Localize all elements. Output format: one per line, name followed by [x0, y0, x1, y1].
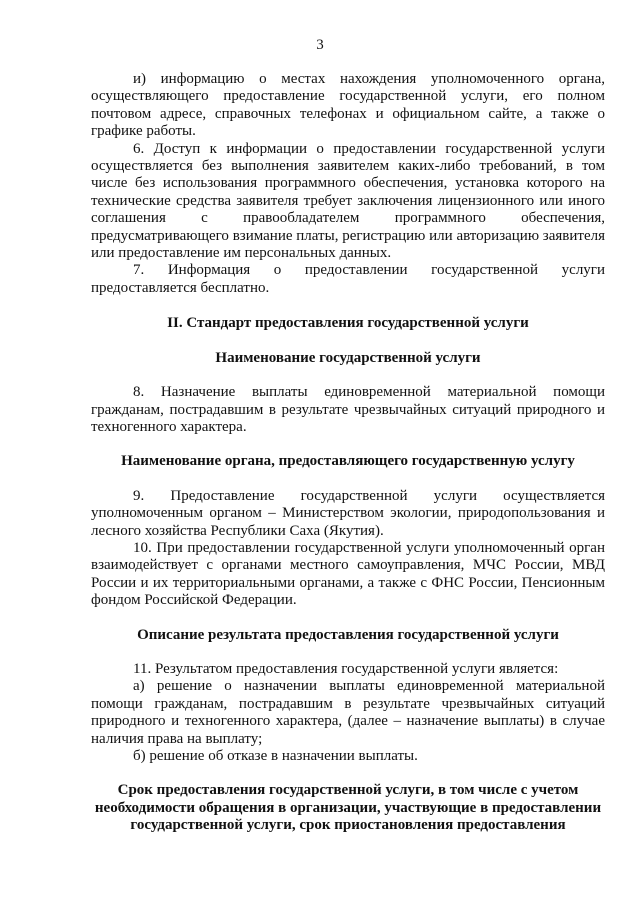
subheading-organ-name: Наименование органа, предоставляющего государственную услугу [121, 453, 575, 470]
paragraph-7: 7. Информация о предоставлении государственной услуги предоставляется бесплатно. [91, 262, 605, 296]
paragraph-11-a: а) решение о назначении выплаты единовременной материальной помощи гражданам, пострадавшим в результате чрезвычайных ситуаций природного и техногенного характера, (далее – назначение выплаты) в случае наличия права на выплату; [91, 678, 605, 747]
subheading-service-name: Наименование государственной услуги [215, 349, 481, 366]
paragraph-item-i: и) информацию о местах нахождения уполномоченного органа, осуществляющего предоставление государственной услуги, его полном почтовом адресе, справочных телефонах и официальном сайте, а также о графике работы. [91, 71, 605, 140]
paragraph-10: 10. При предоставлении государственной услуги уполномоченный орган взаимодействует с органами местного самоуправления, МЧС России, МВД России и их территориальными органами, а также с ФНС России, Пенсионным фондом Российской Федерации. [91, 539, 605, 609]
page-number: 3 [316, 37, 324, 53]
paragraph-8: 8. Назначение выплаты единовременной материальной помощи гражданам, пострадавшим в результате чрезвычайных ситуаций природного и техногенного характера. [91, 384, 605, 435]
paragraph-9: 9. Предоставление государственной услуги осуществляется уполномоченным органом – Министерством экологии, природопользования и лесного хозяйства Республики Саха (Якутия). [91, 487, 605, 539]
paragraph-11-b: б) решение об отказе в назначении выплаты. [133, 748, 418, 764]
subheading-term: Срок предоставления государственной услуги, в том числе с учетом необходимости обращения в организации, участвующие в предоставлении государственной услуги, срок приостановления предоставления [94, 782, 602, 834]
paragraph-11: 11. Результатом предоставления государственной услуги является: [133, 660, 559, 677]
subheading-result-description: Описание результата предоставления государственной услуги [137, 626, 559, 643]
section-heading-standard: II. Стандарт предоставления государственной услуги [167, 315, 529, 332]
paragraph-6: 6. Доступ к информации о предоставлении государственной услуги осуществляется без выполнения заявителем каких-либо требований, в том числе без использования программного обеспечения, установка которого на технические средства заявителя требует заключения лицензионного или иного соглашения с правообладателем программного обеспечения, предусматривающего взимание платы, регистрацию или авторизацию заявителя или предоставление им персональных данных. [91, 140, 605, 262]
document-body [91, 71, 605, 835]
